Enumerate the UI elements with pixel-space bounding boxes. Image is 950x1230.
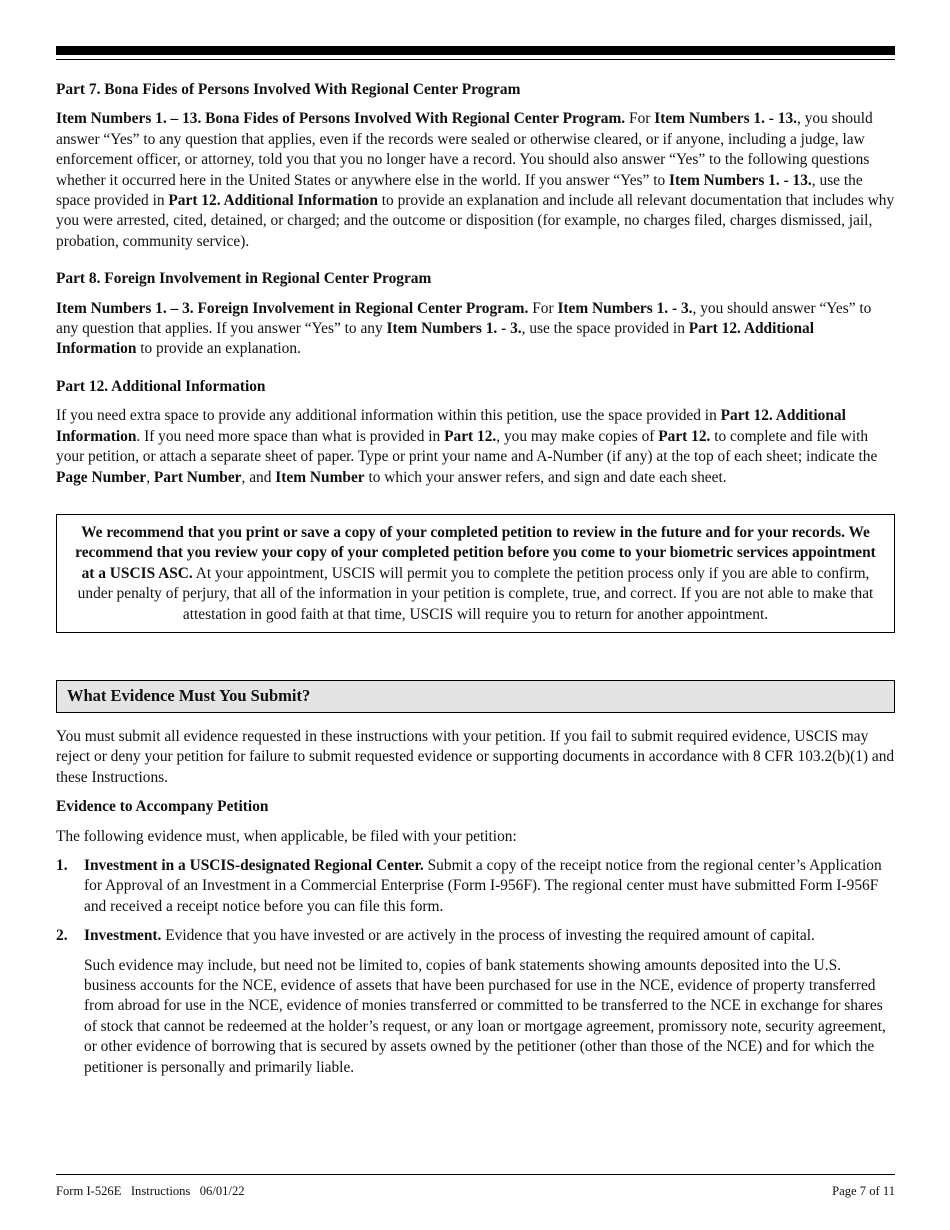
list-item-number: 1.: [56, 856, 68, 874]
evidence-subheading: Evidence to Accompany Petition: [56, 798, 269, 816]
page-content: [56, 80, 895, 1087]
list-item-text: Evidence that you have invested or are actively in the process of investing the required amount of capital.: [161, 927, 815, 945]
part7-item-title: Item Numbers 1. – 13. Bona Fides of Persons Involved With Regional Center Program.: [56, 110, 626, 128]
evidence-lead: The following evidence must, when applicable, be filed with your petition:: [56, 827, 517, 845]
list-item-title: Investment.: [84, 927, 162, 945]
callout-text: At your appointment, USCIS will permit you to complete the petition process only if you are able to confirm, under penalty of perjury, that all of the information in your petition is complete, true, and correct. If you are not able to make that attestation in good faith at that time, USCIS will require you to return for another appointment.: [77, 564, 874, 623]
header-thin-rule: [56, 59, 895, 60]
header-thick-rule: [56, 46, 895, 55]
list-item-title: Investment in a USCIS-designated Regional Center.: [84, 856, 424, 874]
footer-page-number: Page 7 of 11: [832, 1184, 895, 1198]
list-item-investment: [56, 926, 895, 1078]
evidence-intro: You must submit all evidence requested in these instructions with your petition. If you fail to submit required evidence, USCIS may reject or deny your petition for failure to submit requested evidence or supporting documents in accordance with 8 CFR 103.2(b)(1) and these Instructions.: [56, 727, 895, 786]
document-page: [56, 0, 895, 1230]
part7-paragraph: Item Numbers 1. – 13. Bona Fides of Persons Involved With Regional Center Program. For Item Numbers 1. - 13., you should answer “Yes” to any question that applies, even if the records were sealed or otherwise cleared, or if anyone, including a judge, law enforcement officer, or attorney, told you that you no longer have a record. You should also answer “Yes” to the following questions whether it occurred here in the United States or anywhere else in the world. If you answer “Yes” to Item Numbers 1. - 13., use the space provided in Part 12. Additional Information to provide an explanation and include all relevant documentation that includes why you were arrested, cited, detained, or charged; and the outcome or disposition (for example, no charges filed, charges dismissed, jail, probation, community service).: [56, 110, 895, 250]
callout-bold-text: We recommend that you print or save a copy of your completed petition to review in the future and for your records. We recommend that you review your copy of your completed petition before you come to your biometric services appointment at a USCIS ASC.: [75, 523, 876, 582]
part8-item-title: Item Numbers 1. – 3. Foreign Involvement in Regional Center Program.: [56, 299, 529, 317]
footer-rule: [56, 1174, 895, 1175]
list-item-investment-regional-center: [56, 856, 895, 917]
evidence-section-title: What Evidence Must You Submit?: [56, 680, 895, 713]
recommendation-callout-box: [56, 514, 895, 633]
part12-paragraph: If you need extra space to provide any additional information within this petition, use the space provided in Part 12. Additional Information. If you need more space than what is provided in Part 12., you may make copies of Part 12. to complete and file with your petition, or attach a separate sheet of paper. Type or print your name and A-Number (if any) at the top of each sheet; indicate the Page Number, Part Number, and Item Number to which your answer refers, and sign and date each sheet.: [56, 407, 878, 486]
list-item-text: Submit a copy of the receipt notice from the regional center’s Application for Approval of an Investment in a Commercial Enterprise (Form I-956F). The regional center must have submitted Form I-956F and received a receipt notice before you can file this form.: [84, 856, 882, 915]
part12-heading: Part 12. Additional Information: [56, 377, 266, 395]
footer-form-id: Form I-526E Instructions 06/01/22: [56, 1184, 245, 1198]
list-item-subparagraph: Such evidence may include, but need not be limited to, copies of bank statements showing amounts deposited into the U.S. business accounts for the NCE, evidence of assets that have been purchased for use in the NCE, evidence of property transferred from abroad for use in the NCE, evidence of monies transferred or committed to be transferred to the NCE in exchange for shares of stock that cannot be redeemed at the holder’s request, or any loan or mortgage agreement, promissory note, security agreement, or other evidence of borrowing that is secured by assets owned by the petitioner (other than those of the NCE) and for which the petitioner is personally and primarily liable.: [84, 956, 886, 1076]
part8-paragraph: Item Numbers 1. – 3. Foreign Involvement in Regional Center Program. For Item Numbers 1. - 3., you should answer “Yes” to any question that applies. If you answer “Yes” to any Item Numbers 1. - 3., use the space provided in Part 12. Additional Information to provide an explanation.: [56, 299, 872, 358]
part7-heading: Part 7. Bona Fides of Persons Involved With Regional Center Program: [56, 81, 521, 98]
list-item-number: 2.: [56, 927, 68, 945]
part8-heading: Part 8. Foreign Involvement in Regional Center Program: [56, 270, 432, 288]
